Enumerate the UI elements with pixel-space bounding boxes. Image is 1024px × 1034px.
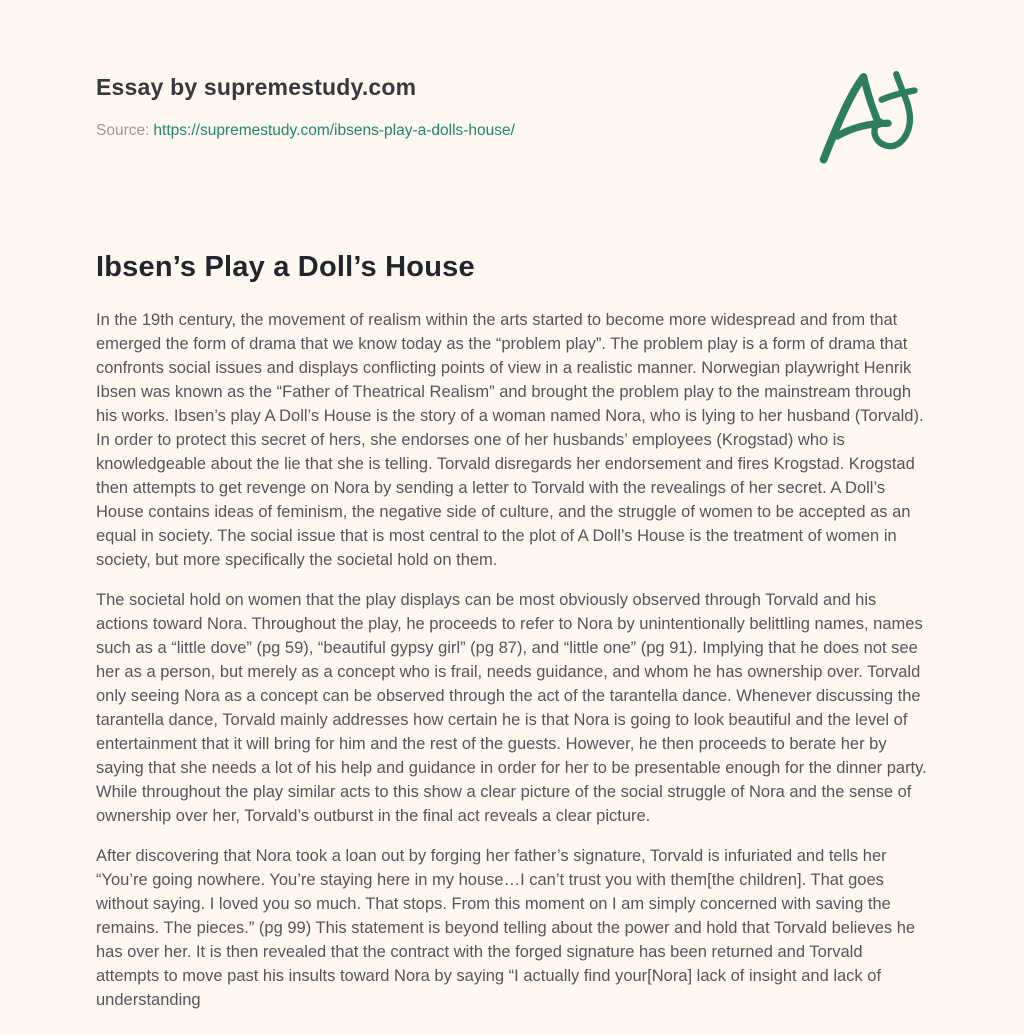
source-link[interactable]: https://supremestudy.com/ibsens-play-a-dolls-house/ <box>153 122 515 139</box>
source-label: Source: <box>96 122 150 139</box>
essay-paragraph-1: In the 19th century, the movement of realism within the arts started to become more widespread and from that emerged the form of drama that we know today as the “problem play”. The problem play is a form of drama that confronts social issues and displays conflicting points of view in a realistic manner. Norwegian playwright Henrik Ibsen was known as the “Father of Theatrical Realism” and brought the problem play to the mainstream through his works. Ibsen’s play A Doll’s House is the story of a woman named Nora, who is lying to her husband (Torvald). In order to protect this secret of hers, she endorses one of her husbands’ employees (Krogstad) who is knowledgeable about the lie that she is telling. Torvald disregards her endorsement and fires Krogstad. Krogstad then attempts to get revenge on Nora by sending a letter to Torvald with the revealings of her secret. A Doll’s House contains ideas of feminism, the negative side of culture, and the struggle of women to be accepted as an equal in society. The social issue that is most central to the plot of A Doll’s House is the treatment of women in society, but more specifically the societal hold on them. <box>96 311 924 569</box>
byline: Essay by supremestudy.com <box>96 74 417 100</box>
essay-paragraph-2: The societal hold on women that the play displays can be most obviously observed through Torvald and his actions toward Nora. Throughout the play, he proceeds to refer to Nora by unintentionally belittling names, names such as a “little dove” (pg 59), “beautiful gypsy girl” (pg 87), and “little one” (pg 91). Implying that he does not see her as a person, but merely as a concept who is frail, needs guidance, and whom he has ownership over. Torvald only seeing Nora as a concept can be observed through the act of the tarantella dance. Whenever discussing the tarantella dance, Torvald mainly addresses how certain he is that Nora is going to look beautiful and the level of entertainment that it will bring for him and the rest of the guests. However, he then proceeds to berate her by saying that she needs a lot of his help and guidance in order for her to be presentable enough for the dinner party. While throughout the play similar acts to this show a clear picture of the social struggle of Nora and the sense of ownership over her, Torvald’s outburst in the final act reveals a clear picture. <box>96 591 927 825</box>
essay-paragraph-3: After discovering that Nora took a loan out by forging her father’s signature, Torvald is infuriated and tells her “You’re going nowhere. You’re staying here in my house…I can’t trust you with them[the children]. That goes without saying. I loved you so much. That stops. From this moment on I am simply concerned with saving the remains. The pieces.” (pg 99) This statement is beyond telling about the power and hold that Torvald believes he has over her. It is then revealed that the contract with the forged signature has been returned and Torvald attempts to move past his insults toward Nora by saying “I actually find your[Nora] lack of insight and lack of understanding <box>96 847 916 1009</box>
a-plus-logo-icon <box>810 66 928 166</box>
source-line <box>96 122 515 140</box>
essay-title: Ibsen’s Play a Doll’s House <box>96 251 475 283</box>
essay-body <box>96 248 928 1012</box>
page-header <box>96 0 928 166</box>
header-text-block <box>96 74 515 140</box>
